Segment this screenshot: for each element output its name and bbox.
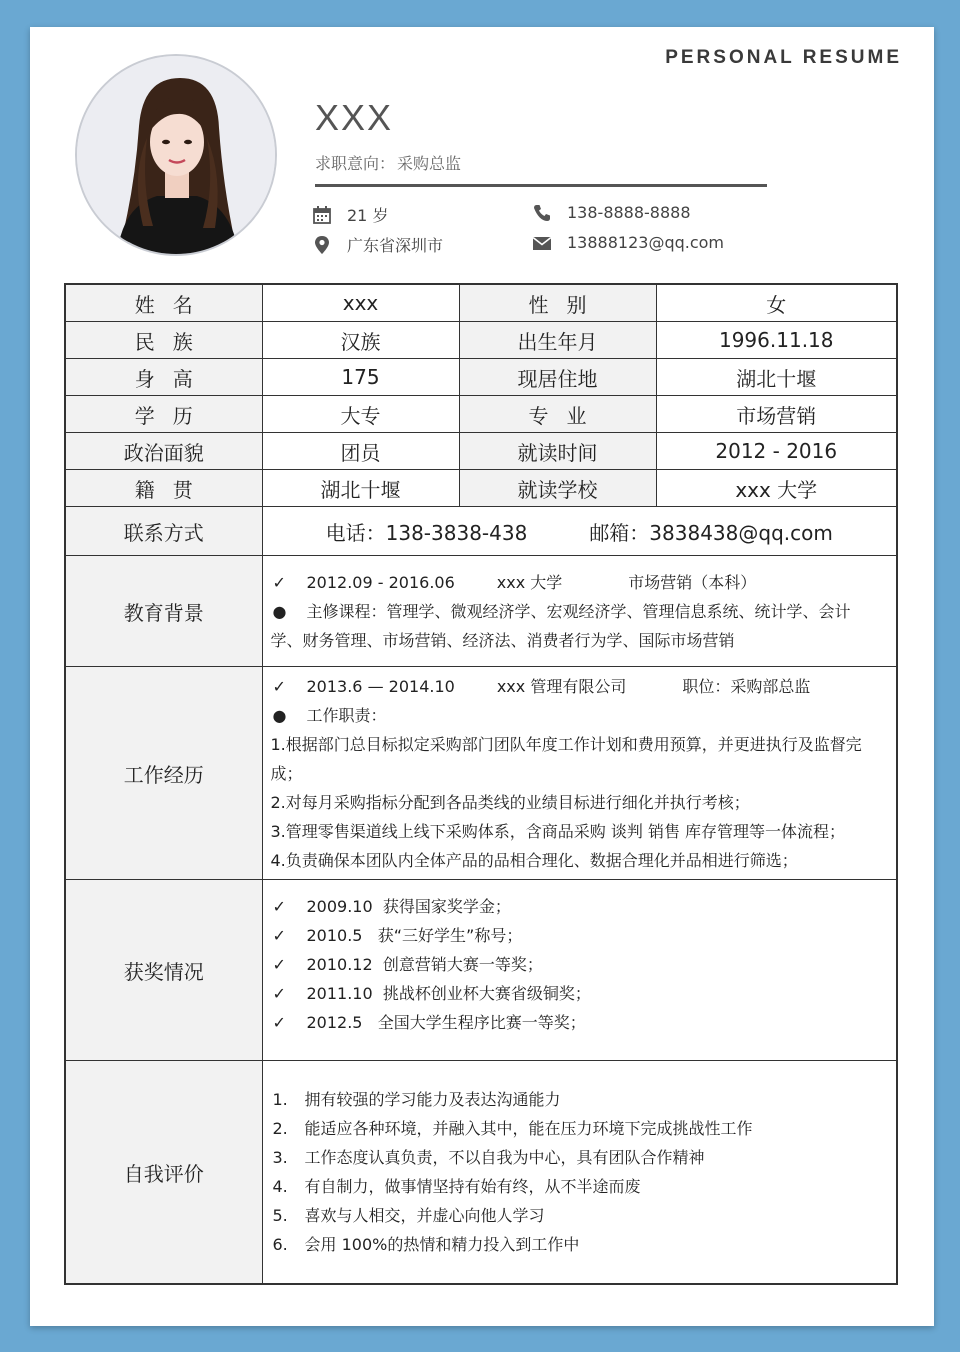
- field-label-ethnicity: 民 族: [65, 322, 262, 359]
- job-intent-label: 求职意向：: [315, 154, 396, 173]
- table-row: [65, 284, 897, 322]
- resume-page: [30, 27, 934, 1326]
- field-value-gender: 女: [656, 284, 897, 322]
- job-intent: [315, 151, 463, 174]
- courses-text: 主修课程：管理学、微观经济学、宏观经济学、管理信息系统、统计学、会计: [306, 601, 851, 621]
- table-row: [65, 470, 897, 507]
- field-value-education-level: 大专: [262, 396, 459, 433]
- self-eval-item: 5. 喜欢与人相交，并虚心向他人学习: [272, 1206, 545, 1225]
- job-intent-value: 采购总监: [397, 154, 462, 173]
- courses-line: [271, 597, 889, 626]
- table-row: [65, 322, 897, 359]
- candidate-name: XXX: [315, 97, 394, 138]
- section-label-awards: 获奖情况: [65, 880, 262, 1061]
- table-row-self-eval: [65, 1061, 897, 1285]
- contact-email: 邮箱：3838438@qq.com: [589, 520, 833, 545]
- duty-item: 2.对每月采购指标分配到各品类线的业绩目标进行细化并执行考核；: [270, 792, 750, 812]
- field-label-gender: 性 别: [459, 284, 656, 322]
- calendar-icon: [313, 206, 331, 224]
- education-major: 市场营销（本科）: [628, 572, 757, 592]
- field-value-political: 团员: [262, 433, 459, 470]
- award-item: ✓ 2010.5 获“三好学生”称号；: [271, 921, 889, 950]
- section-label-work: 工作经历: [65, 667, 262, 880]
- duty-item: 4.负责确保本团队内全体产品的品相合理化、数据合理化并品相进行筛选；: [270, 850, 798, 870]
- self-eval-content: [262, 1061, 897, 1285]
- field-label-birth: 出生年月: [459, 322, 656, 359]
- education-school: xxx 大学: [496, 572, 563, 592]
- self-eval-item: 2. 能适应各种环境，并融入其中，能在压力环境下完成挑战性工作: [272, 1119, 753, 1138]
- check-icon: ✓: [272, 1013, 286, 1032]
- field-label-height: 身 高: [65, 359, 262, 396]
- self-eval-item: 4. 有自制力，做事情坚持有始有终，从不半途而废: [272, 1177, 641, 1196]
- location-pin-icon: [313, 236, 331, 254]
- field-label-study-period: 就读时间: [459, 433, 656, 470]
- work-content: [262, 667, 897, 880]
- header-divider: [315, 184, 767, 187]
- contact-phone: 电话：138-3838-438: [325, 520, 528, 545]
- brand-title: PERSONAL RESUME: [665, 47, 902, 68]
- award-item: ✓ 2011.10 挑战杯创业杯大赛省级铜奖；: [271, 979, 889, 1008]
- section-label-contact: 联系方式: [65, 507, 262, 556]
- field-value-school: xxx 大学: [656, 470, 897, 507]
- work-header-line: [271, 672, 889, 701]
- email-text: 13888123@qq.com: [567, 233, 725, 252]
- awards-content: [262, 880, 897, 1061]
- phone-item: [533, 203, 691, 222]
- field-label-political: 政治面貌: [65, 433, 262, 470]
- field-value-birth: 1996.11.18: [656, 322, 897, 359]
- envelope-icon: [533, 234, 551, 252]
- courses-line-cont: 学、财务管理、市场营销、经济法、消费者行为学、国际市场营销: [270, 630, 735, 650]
- contact-cell: [262, 507, 897, 556]
- resume-table-wrapper: [64, 283, 898, 1285]
- age-text: 21 岁: [347, 206, 389, 225]
- field-label-major: 专 业: [459, 396, 656, 433]
- work-period: 2013.6 — 2014.10: [306, 676, 455, 696]
- field-value-ethnicity: 汉族: [262, 322, 459, 359]
- self-eval-item: 6. 会用 100%的热情和精力投入到工作中: [272, 1235, 580, 1254]
- table-row-education: [65, 556, 897, 667]
- field-label-hometown: 籍 贯: [65, 470, 262, 507]
- check-icon: ✓: [272, 897, 286, 916]
- field-label-school: 就读学校: [459, 470, 656, 507]
- table-row: [65, 396, 897, 433]
- field-label-name: 姓 名: [65, 284, 262, 322]
- education-line: [271, 568, 889, 597]
- work-company: xxx 管理有限公司: [496, 676, 627, 696]
- field-value-residence: 湖北十堰: [656, 359, 897, 396]
- check-icon: ✓: [272, 984, 286, 1003]
- field-label-residence: 现居住地: [459, 359, 656, 396]
- location-item: [313, 233, 443, 256]
- field-value-height: 175: [262, 359, 459, 396]
- education-period: 2012.09 - 2016.06: [306, 572, 455, 592]
- field-value-hometown: 湖北十堰: [262, 470, 459, 507]
- bullet-icon: ●: [272, 705, 287, 725]
- section-label-education: 教育背景: [65, 556, 262, 667]
- self-eval-item: 3. 工作态度认真负责，不以自我为中心，具有团队合作精神: [272, 1148, 705, 1167]
- duty-title-line: [271, 701, 889, 730]
- duty-item: 3.管理零售渠道线上线下采购体系，含商品采购 谈判 销售 库存管理等一体流程；: [270, 821, 846, 841]
- phone-icon: [533, 204, 551, 222]
- education-content: [262, 556, 897, 667]
- table-row-awards: [65, 880, 897, 1061]
- resume-table: [64, 283, 898, 1285]
- location-text: 广东省深圳市: [347, 236, 444, 255]
- duty-item: 1.根据部门总目标拟定采购部门团队年度工作计划和费用预算，并更进执行及监督完: [270, 734, 862, 754]
- phone-text: 138-8888-8888: [567, 203, 691, 222]
- table-row: [65, 359, 897, 396]
- award-item: ✓ 2010.12 创意营销大赛一等奖；: [271, 950, 889, 979]
- email-item: [533, 233, 724, 252]
- check-icon: ✓: [272, 572, 286, 592]
- duty-title: 工作职责：: [306, 705, 387, 725]
- self-eval-item: 1. 拥有较强的学习能力及表达沟通能力: [272, 1090, 561, 1109]
- table-row-work: [65, 667, 897, 880]
- table-row-contact: [65, 507, 897, 556]
- check-icon: ✓: [272, 926, 286, 945]
- field-value-name: xxx: [262, 284, 459, 322]
- table-row: [65, 433, 897, 470]
- section-label-self-eval: 自我评价: [65, 1061, 262, 1285]
- duty-item: 成；: [270, 763, 303, 783]
- check-icon: ✓: [272, 955, 286, 974]
- age-item: [313, 203, 388, 226]
- work-position: 职位：采购部总监: [682, 676, 811, 696]
- profile-photo: [75, 54, 277, 256]
- award-item: ✓ 2012.5 全国大学生程序比赛一等奖；: [271, 1008, 889, 1037]
- field-value-major: 市场营销: [656, 396, 897, 433]
- check-icon: ✓: [272, 676, 286, 696]
- award-item: ✓ 2009.10 获得国家奖学金；: [271, 892, 889, 921]
- bullet-icon: ●: [272, 601, 287, 621]
- field-label-education-level: 学 历: [65, 396, 262, 433]
- field-value-study-period: 2012 - 2016: [656, 433, 897, 470]
